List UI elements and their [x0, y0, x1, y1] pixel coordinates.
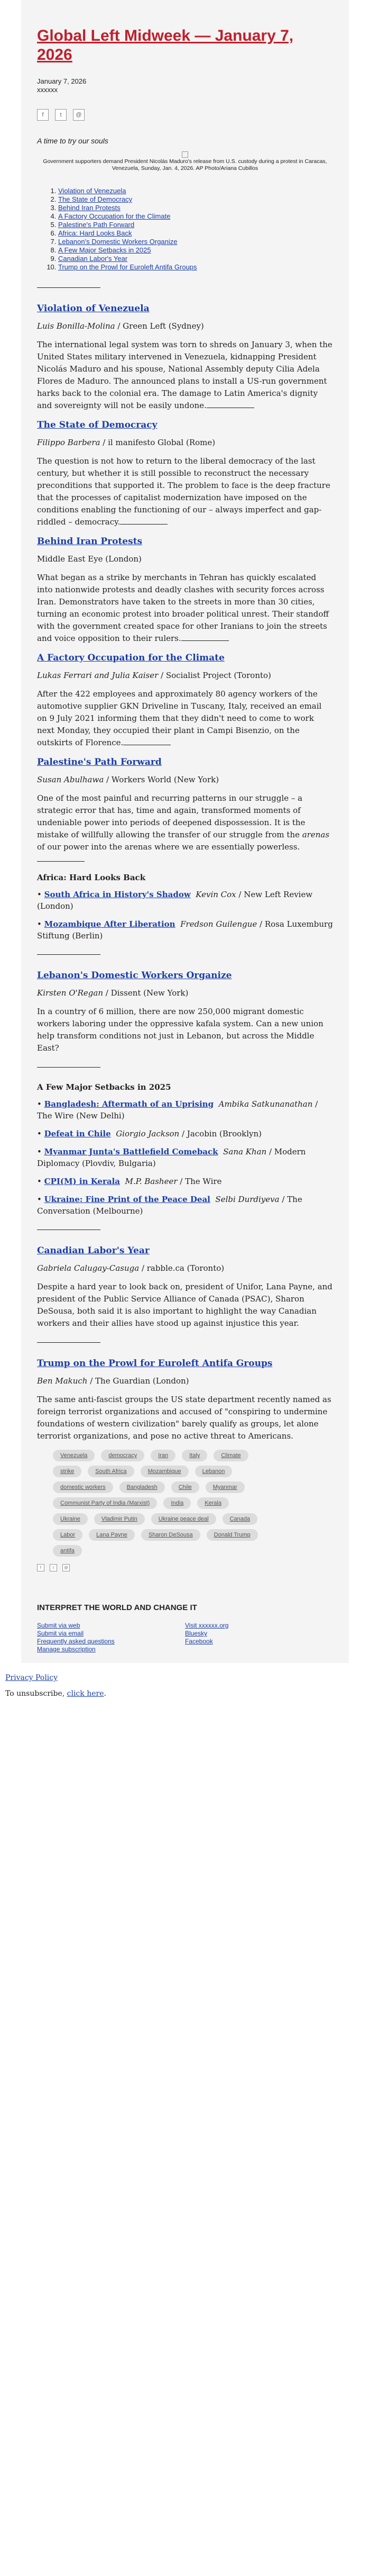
article-link[interactable]: South Africa in History's Shadow [44, 890, 191, 899]
source: / Jacobin (Brooklyn) [179, 1129, 262, 1138]
author: Kevin Cox [196, 890, 236, 899]
article-link[interactable]: Lebanon's Domestic Workers Organize [37, 970, 232, 981]
author: Fredson Guilengue [180, 919, 257, 929]
tag-link[interactable]: Vladimir Putin [94, 1513, 145, 1525]
section-title-venezuela [37, 303, 333, 314]
article-link[interactable]: CPI(M) in Kerala [44, 1177, 120, 1186]
twitter-share-icon[interactable]: t [55, 109, 67, 121]
footer-right-column [185, 1622, 333, 1653]
bluesky-link[interactable]: Bluesky [185, 1630, 208, 1637]
author: Filippo Barbera [37, 438, 100, 447]
table-of-contents [37, 187, 333, 272]
article-excerpt: The international legal system was torn to shreds on January 3, when the United States military intervened in Venezuela, kidnapping President Nicolás Maduro and his spouse, National Assembly deputy Cilia Adela Flores de Maduro. The announced plans to install a US-run government harks back to the colonial era. The damage to Latin America's dignity and sovereignty will not be easily undone. [37, 340, 332, 410]
divider [37, 1067, 100, 1068]
article-link[interactable]: Palestine's Path Forward [37, 757, 162, 767]
source: / Dissent (New York) [103, 988, 189, 998]
tag-link[interactable]: Myanmar [206, 1481, 245, 1493]
hero-figure [37, 151, 333, 172]
author: Susan Abulhawa [37, 775, 104, 784]
divider [37, 1342, 100, 1343]
tag-link[interactable]: Ukraine [53, 1513, 88, 1525]
byline [37, 670, 333, 681]
toc-link[interactable]: Behind Iran Protests [58, 204, 121, 212]
toc-item [58, 212, 333, 221]
tag-link[interactable]: India [163, 1497, 191, 1509]
source: / The Guardian (London) [87, 1376, 189, 1386]
source: / The Wire [177, 1177, 222, 1186]
list-item: • South Africa in History's Shadow Kevin Cox / New Left Review (London) [37, 890, 313, 911]
author: Sana Khan [223, 1147, 267, 1156]
footer-share-bar [37, 1564, 333, 1571]
list-item: • Myanmar Junta's Battlefield Comeback Sana Khan / Modern Diplomacy (Plovdiv, Bulgaria) [37, 1147, 306, 1168]
section-title-lebanon [37, 970, 333, 981]
tag-link[interactable]: Lebanon [195, 1466, 233, 1477]
article-link[interactable]: Trump on the Prowl for Euroleft Antifa Groups [37, 1358, 273, 1369]
tag-link[interactable]: Canada [223, 1513, 258, 1525]
toc-link[interactable]: Canadian Labor's Year [58, 255, 128, 263]
author: Ben Makuch [37, 1376, 88, 1386]
tag-link[interactable]: strike [53, 1466, 81, 1477]
submit-web-link[interactable]: Submit via web [37, 1622, 80, 1629]
unsubscribe-link[interactable]: click here [67, 1689, 104, 1698]
byline [37, 321, 333, 331]
article-link[interactable]: Behind Iran Protests [37, 536, 143, 547]
tag-link[interactable]: Ukraine peace deal [151, 1513, 216, 1525]
manage-subscription-link[interactable]: Manage subscription [37, 1646, 96, 1653]
byline [37, 437, 333, 448]
footer-links [37, 1622, 333, 1653]
email-share-icon[interactable]: @ [73, 109, 85, 121]
privacy-policy-link[interactable]: Privacy Policy [5, 1674, 58, 1682]
list-item: • Mozambique After Liberation Fredson Guilengue / Rosa Luxemburg Stiftung (Berlin) [37, 919, 333, 941]
article-excerpt: What began as a strike by merchants in Tehran has quickly escalated into nationwide protests and deadly clashes with security forces across Iran. Demonstrators have taken to the streets in more than 30 cities, turning an economic protest into broader political unrest. Their standoff with the government created space for other Iranians to join the streets and voice opposition to their rulers. [37, 573, 329, 643]
article-link[interactable]: A Factory Occupation for the Climate [37, 653, 225, 663]
toc-item [58, 238, 333, 246]
divider [37, 287, 100, 288]
list-item: • Bangladesh: Aftermath of an Uprising Ambika Satkunanathan / The Wire (New Delhi) [37, 1099, 318, 1120]
section-title-antifa [37, 1358, 333, 1369]
tag-link[interactable]: Labor [53, 1529, 82, 1541]
article-excerpt: The same anti-fascist groups the US state department recently named as foreign terrorist organizations and accused of "conspiring to undermine foundations of western civilization" barely qualify as groups, let alone terrorist organizations, and pose no active threat to Americans. [37, 1395, 331, 1441]
byline [37, 774, 333, 785]
source: / il manifesto Global (Rome) [100, 438, 216, 447]
divider [37, 954, 100, 955]
newsletter-container [21, 0, 349, 1663]
source: / rabble.ca (Toronto) [139, 1263, 225, 1273]
facebook-link[interactable]: Facebook [185, 1638, 213, 1645]
byline [37, 1263, 333, 1273]
tag-link[interactable]: Iran [151, 1450, 175, 1461]
footer [37, 1603, 333, 1663]
list-item: • Ukraine: Fine Print of the Peace Deal Selbi Durdiyeva / The Conversation (Melbourne) [37, 1195, 302, 1216]
visit-site-link[interactable]: Visit xxxxxx.org [185, 1622, 229, 1629]
author: Giorgio Jackson [116, 1129, 180, 1138]
tag-link[interactable]: Lana Payne [89, 1529, 135, 1541]
facebook-share-icon[interactable]: f [37, 109, 49, 121]
section-title-iran [37, 536, 333, 547]
source: / The Wire (New Delhi) [37, 1099, 318, 1120]
article-link[interactable]: Defeat in Chile [44, 1129, 111, 1138]
hero-caption: Government supporters demand President Nicolás Maduro's release from U.S. custody during a protest in Caracas, Venezuela, Sunday, Jan. 4, 2026. AP Photo/Ariana Cubillos [43, 158, 327, 171]
underline-rule [120, 524, 168, 525]
footer-heading: INTERPRET THE WORLD AND CHANGE IT [37, 1603, 197, 1612]
toc-item [58, 204, 333, 212]
author: Gabriela Calugay-Casuga [37, 1263, 140, 1273]
toc-link[interactable]: Lebanon's Domestic Workers Organize [58, 238, 178, 246]
article-link[interactable]: Ukraine: Fine Print of the Peace Deal [44, 1195, 210, 1204]
tag-link[interactable]: Italy [182, 1450, 207, 1461]
underline-rule [37, 861, 85, 862]
unsubscribe-line: To unsubscribe, click here. [5, 1689, 106, 1698]
list-item: • Defeat in Chile Giorgio Jackson / Jacobin (Brooklyn) [37, 1129, 262, 1138]
facebook-share-icon[interactable]: f [37, 1564, 44, 1571]
toc-item [58, 255, 333, 263]
byline [37, 1376, 333, 1386]
issue-date: January 7, 2026 [37, 77, 87, 85]
tag-list [53, 1450, 264, 1557]
tag-link[interactable]: Kerala [197, 1497, 229, 1509]
tag-link[interactable]: Bangladesh [119, 1481, 165, 1493]
email-share-icon[interactable]: @ [62, 1564, 70, 1571]
tagline: A time to try our souls [37, 137, 108, 145]
section-title-africa: Africa: Hard Looks Back [37, 873, 146, 882]
author: Luis Bonilla-Molina [37, 321, 115, 331]
source: / New Left Review (London) [37, 890, 313, 911]
source: / Rosa Luxemburg Stiftung (Berlin) [37, 919, 333, 941]
legal-footer [0, 1663, 370, 1698]
share-bar [37, 109, 333, 121]
article-link[interactable]: Myanmar Junta's Battlefield Comeback [44, 1147, 218, 1156]
byline: Middle East Eye (London) [37, 554, 142, 564]
toc-item [58, 221, 333, 229]
source: / Green Left (Sydney) [115, 321, 204, 331]
toc-link[interactable]: Palestine's Path Forward [58, 221, 135, 229]
twitter-share-icon[interactable]: t [50, 1564, 57, 1571]
article-link[interactable]: Violation of Venezuela [37, 303, 150, 314]
toc-link[interactable]: Africa: Hard Looks Back [58, 229, 132, 237]
toc-link[interactable]: Trump on the Prowl for Euroleft Antifa Groups [58, 263, 197, 271]
footer-left-column [37, 1622, 185, 1653]
byline [37, 988, 333, 998]
toc-item [58, 263, 333, 272]
section-title-setbacks: A Few Major Setbacks in 2025 [37, 1082, 171, 1092]
article-link[interactable]: The State of Democracy [37, 420, 158, 430]
toc-link[interactable]: The State of Democracy [58, 195, 133, 203]
article-excerpt: Despite a hard year to look back on, president of Unifor, Lana Payne, and president of the Public Service Alliance of Canada (PSAC), Sharon DeSousa, both said it is also important to highlight the way Canadian workers and their allies have stood up against injustice this year. [37, 1282, 332, 1328]
section-title-canada [37, 1245, 333, 1257]
article-excerpt: One of the most painful and recurring patterns in our struggle – a strategic error that has, time and again, transformed moments of undeniable power into periods of deepened dispossession. It is the mistake of willfully allowing the transfer of our struggle from the arenas of our power into the arenas where we are essentially powerless. [37, 792, 333, 865]
article-excerpt: The question is not how to return to the liberal democracy of the last century, but whether it is still possible to reconstruct the necessary preconditions that supported it. The problem to face is the deep fracture that the processes of capitalist modernization have imposed on the conditions enabling the functioning of our – always imperfect and gap-riddled – democracy. [37, 456, 330, 527]
section-title-factory [37, 652, 333, 664]
section-title-palestine [37, 756, 333, 768]
tag-link[interactable]: antifa [53, 1545, 82, 1557]
tag-link[interactable]: democracy [101, 1450, 144, 1461]
toc-item [58, 229, 333, 238]
toc-link[interactable]: A Few Major Setbacks in 2025 [58, 246, 151, 254]
tag-link[interactable]: Communist Party of India (Marxist) [53, 1497, 157, 1509]
source: / Socialist Project (Toronto) [158, 671, 271, 680]
toc-link[interactable]: A Factory Occupation for the Climate [58, 212, 171, 220]
tag-link[interactable]: South Africa [88, 1466, 134, 1477]
broken-image-icon [182, 151, 188, 158]
article-excerpt: After the 422 employees and approximately 80 agency workers of the automotive supplier GKN Driveline in Tuscany, Italy, received an email on 9 July 2021 informing them that they didn't need to come to work next Monday, they occupied their plant in Campi Bisenzio, on the outskirts of Florence. [37, 689, 322, 747]
source: / The Conversation (Melbourne) [37, 1195, 302, 1216]
list-item: • CPI(M) in Kerala M.P. Basheer / The Wire [37, 1177, 222, 1186]
toc-item [58, 187, 333, 195]
faq-link[interactable]: Frequently asked questions [37, 1638, 115, 1645]
author: Lukas Ferrari and Julia Kaiser [37, 671, 159, 680]
article-link[interactable]: Canadian Labor's Year [37, 1245, 150, 1256]
tag-link[interactable]: Mozambique [141, 1466, 189, 1477]
author: Ambika Satkunanathan [218, 1099, 313, 1109]
source: / Modern Diplomacy (Plovdiv, Bulgaria) [37, 1147, 306, 1168]
toc-link[interactable]: Violation of Venezuela [58, 187, 126, 195]
author: Kirsten O'Regan [37, 988, 104, 998]
article-link[interactable]: Mozambique After Liberation [44, 919, 175, 929]
underline-rule [181, 640, 229, 641]
tag-link[interactable]: Venezuela [53, 1450, 95, 1461]
tag-link[interactable]: Sharon DeSousa [141, 1529, 200, 1541]
article-link[interactable]: Bangladesh: Aftermath of an Uprising [44, 1099, 214, 1109]
author: Selbi Durdiyeva [215, 1195, 280, 1204]
tag-link[interactable]: Climate [214, 1450, 248, 1461]
toc-item [58, 195, 333, 204]
tag-link[interactable]: Chile [171, 1481, 199, 1493]
section-title-democracy [37, 419, 333, 431]
site-name: xxxxxx [37, 86, 58, 94]
tag-link[interactable]: Donald Trump [207, 1529, 258, 1541]
source: / Workers World (New York) [104, 775, 219, 784]
toc-item [58, 246, 333, 255]
author: M.P. Basheer [125, 1177, 178, 1186]
submit-email-link[interactable]: Submit via email [37, 1630, 84, 1637]
tag-link[interactable]: domestic workers [53, 1481, 113, 1493]
article-excerpt: In a country of 6 million, there are now 250,000 migrant domestic workers laboring under the oppressive kafala system. Can a new union help transform conditions not just in Lebanon, but across the Middle East? [37, 1007, 323, 1053]
page-title[interactable]: Global Left Midweek — January 7, 2026 [37, 27, 294, 64]
